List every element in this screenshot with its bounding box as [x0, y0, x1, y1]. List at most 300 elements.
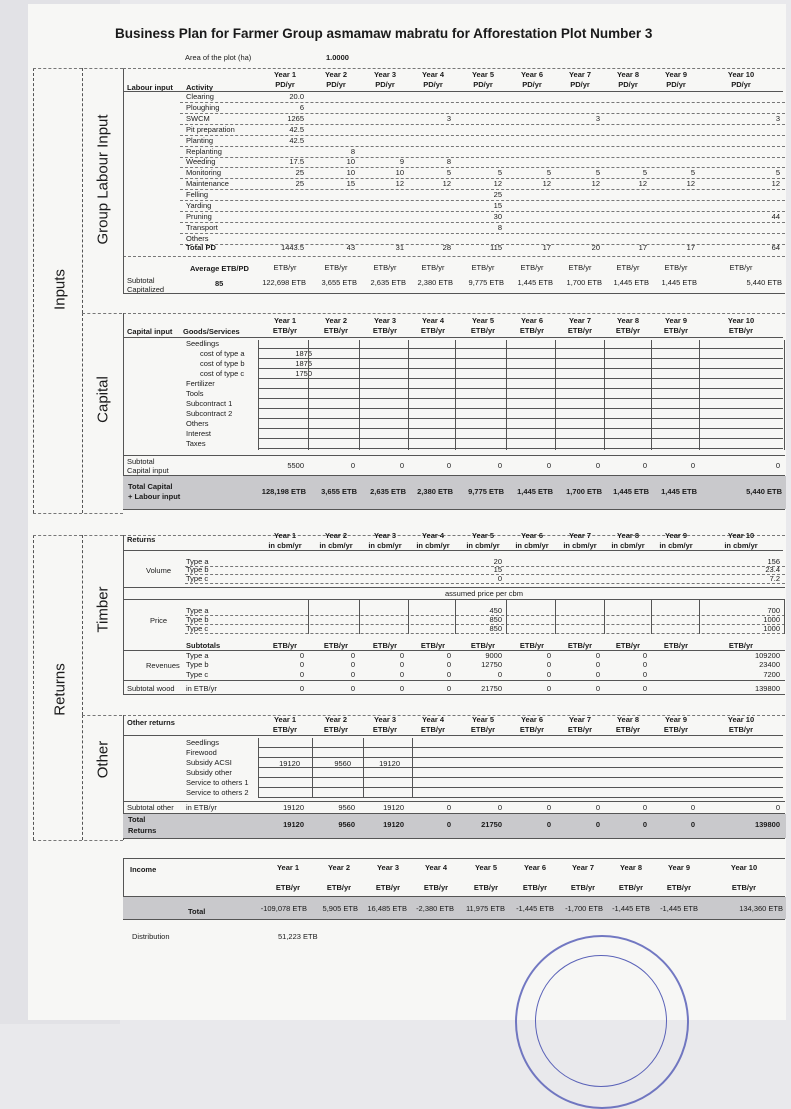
total-returns: 19120 [383, 820, 404, 829]
total-returns-label2: Returns [128, 826, 157, 835]
capital-subtotal: 0 [399, 461, 404, 470]
timber-revenue: 12750 [481, 660, 502, 669]
timber-revenue: 0 [546, 670, 551, 679]
labour-subtotal: 1,445 ETB [661, 278, 697, 287]
income-year-3: Year 3 [376, 863, 400, 872]
rule-line [123, 455, 785, 456]
capital-unit-9: ETB/yr [663, 326, 689, 335]
rule-line [123, 735, 783, 736]
timber-subtotal-wood: 0 [299, 684, 304, 693]
income-year-8: Year 8 [619, 863, 643, 872]
labour-etb-unit: ETB/yr [273, 263, 297, 272]
timber-price-y5: 850 [489, 624, 502, 633]
column-line [784, 600, 785, 634]
capital-unit-3: ETB/yr [372, 326, 398, 335]
income-year-9: Year 9 [667, 863, 691, 872]
capital-subtotal: 0 [595, 461, 600, 470]
rule-line [123, 337, 783, 338]
timber-revenue: 0 [642, 660, 647, 669]
labour-value: 12 [686, 179, 695, 189]
timber-year-5: Year 5 [471, 531, 495, 540]
timber-unit-6: in cbm/yr [515, 541, 549, 550]
labour-value: 5 [642, 168, 647, 178]
labour-value: 10 [346, 168, 355, 178]
column-line [359, 340, 360, 450]
column-line [651, 600, 652, 634]
timber-unit-1: in cbm/yr [268, 541, 302, 550]
capital-unit-8: ETB/yr [615, 326, 641, 335]
capital-item: Others [186, 419, 209, 428]
rule-line [258, 428, 783, 429]
labour-value: 5 [546, 168, 551, 178]
rule-line [258, 757, 783, 758]
column-line [506, 600, 507, 634]
column-line [555, 340, 556, 450]
timber-price-y5: 450 [489, 606, 502, 615]
assumed-price-note: assumed price per cbm [445, 589, 523, 598]
column-line [699, 340, 700, 450]
timber-unit-10: in cbm/yr [724, 541, 758, 550]
labour-total: 20 [591, 243, 600, 252]
timber-subtotal-wood: 0 [595, 684, 600, 693]
timber-etb-unit: ETB/yr [323, 641, 349, 650]
area-label: Area of the plot (ha) [185, 53, 252, 62]
labour-value: 5 [690, 168, 695, 178]
total-capital: 2,380 ETB [417, 487, 453, 496]
column-line [604, 340, 605, 450]
timber-unit-5: in cbm/yr [466, 541, 500, 550]
side-label-capital: Capital [94, 376, 112, 423]
income-total: 16,485 ETB [367, 904, 407, 913]
capital-subtotal: 0 [350, 461, 355, 470]
rule-line [123, 858, 785, 859]
income-unit-8: ETB/yr [618, 883, 644, 892]
labour-etb-unit: ETB/yr [616, 263, 640, 272]
total-capital: 2,635 ETB [370, 487, 406, 496]
labour-activity: Felling [186, 190, 209, 200]
timber-unit-2: in cbm/yr [319, 541, 353, 550]
rule-line [258, 348, 783, 349]
capital-item: cost of type a [200, 349, 245, 358]
capital-unit-7: ETB/yr [567, 326, 593, 335]
total-returns-label: Total [128, 815, 146, 824]
column-line [82, 313, 83, 513]
official-stamp-inner-ring [535, 955, 667, 1087]
timber-etb-unit: ETB/yr [615, 641, 641, 650]
rule-line [123, 313, 785, 314]
total-capital: 128,198 ETB [261, 487, 306, 496]
labour-value: 10 [346, 157, 355, 167]
other-unit-4: ETB/yr [420, 725, 446, 734]
timber-year-8: Year 8 [616, 531, 640, 540]
column-line [408, 340, 409, 450]
timber-revenue: 0 [595, 660, 600, 669]
capital-year-9: Year 9 [664, 316, 688, 325]
capital-year-4: Year 4 [421, 316, 445, 325]
income-year-7: Year 7 [571, 863, 595, 872]
column-line [308, 600, 309, 634]
rule-line [123, 680, 785, 681]
labour-value: 17.5 [289, 157, 304, 167]
labour-unit-9: PD/yr [666, 80, 686, 89]
capital-item: Tools [186, 389, 204, 398]
capital-subtotal-label2: Capital input [127, 466, 169, 475]
labour-etb-unit: ETB/yr [729, 263, 753, 272]
timber-revenue: 0 [446, 670, 451, 679]
labour-unit-7: PD/yr [570, 80, 590, 89]
other-subsidy-value: 19120 [279, 759, 300, 768]
rule-line [123, 256, 785, 257]
income-unit-10: ETB/yr [731, 883, 757, 892]
labour-year-7: Year 7 [568, 70, 592, 79]
timber-revenue: 0 [497, 670, 502, 679]
income-unit-7: ETB/yr [570, 883, 596, 892]
other-subtotal: 19120 [283, 803, 304, 812]
timber-revenue: 9000 [485, 651, 502, 660]
distribution-label: Distribution [132, 932, 170, 941]
labour-total: 28 [442, 243, 451, 252]
column-line [123, 535, 124, 695]
rule-line [185, 633, 785, 634]
column-line [258, 738, 259, 798]
other-subtotal: 0 [446, 803, 451, 812]
column-line [33, 535, 34, 840]
income-unit-5: ETB/yr [473, 883, 499, 892]
labour-subtotal: 1,700 ETB [566, 278, 602, 287]
labour-activity: Others [186, 233, 209, 243]
labour-total: 17 [686, 243, 695, 252]
income-header-left: Income [130, 865, 157, 874]
capital-subtotal: 0 [642, 461, 647, 470]
labour-total: 43 [346, 243, 355, 252]
column-line [312, 738, 313, 798]
timber-price-type: Type b [186, 615, 209, 624]
labour-value: 44 [771, 211, 780, 221]
timber-subtotal-wood: 0 [446, 684, 451, 693]
timber-subtotals-label: Subtotals [186, 641, 221, 650]
timber-revenue: 0 [446, 651, 451, 660]
labour-activity: Monitoring [186, 168, 222, 178]
income-total: 134,360 ETB [739, 904, 783, 913]
income-year-1: Year 1 [276, 863, 300, 872]
capital-subtotal: 0 [497, 461, 502, 470]
capital-unit-5: ETB/yr [470, 326, 496, 335]
other-subtotal-label: Subtotal other [127, 803, 174, 812]
rule-line [123, 838, 785, 839]
other-year-4: Year 4 [421, 715, 445, 724]
labour-capitalized-label: Capitalized [127, 285, 165, 294]
other-year-7: Year 7 [568, 715, 592, 724]
labour-value: 5 [595, 168, 600, 178]
labour-value: 42.5 [289, 124, 304, 134]
timber-unit-4: in cbm/yr [416, 541, 450, 550]
total-capital-label2: + Labour input [128, 492, 181, 501]
timber-year-7: Year 7 [568, 531, 592, 540]
other-unit-8: ETB/yr [615, 725, 641, 734]
timber-unit-7: in cbm/yr [563, 541, 597, 550]
side-label-timber: Timber [94, 586, 112, 633]
labour-unit-4: PD/yr [423, 80, 443, 89]
timber-subtotal-wood: 0 [350, 684, 355, 693]
capital-year1-value: 1875 [295, 349, 312, 358]
column-line [82, 715, 83, 840]
other-subtotal: 0 [642, 803, 647, 812]
column-line [455, 600, 456, 634]
avg-etb-label: Average ETB/PD [190, 264, 249, 273]
other-item: Subsidy other [186, 768, 232, 777]
labour-value: 3 [446, 113, 451, 123]
total-returns: 0 [595, 820, 600, 829]
labour-value: 3 [595, 113, 600, 123]
total-capital: 1,445 ETB [517, 487, 553, 496]
column-line [699, 600, 700, 634]
rule-line [123, 801, 785, 802]
labour-activity: SWCM [186, 113, 210, 123]
timber-volume-y5: 0 [497, 574, 502, 583]
capital-year-1: Year 1 [273, 316, 297, 325]
labour-total: 64 [771, 243, 780, 252]
column-line [506, 340, 507, 450]
labour-value: 1265 [287, 113, 304, 123]
timber-revenue: 0 [595, 670, 600, 679]
timber-volume-y10: 7.2 [769, 574, 780, 583]
labour-unit-5: PD/yr [473, 80, 493, 89]
timber-revenue: 0 [642, 670, 647, 679]
total-capital-label: Total Capital [128, 482, 173, 491]
income-total: -1,445 ETB [516, 904, 554, 913]
total-returns: 9560 [338, 820, 355, 829]
rule-line [123, 91, 783, 92]
income-unit-4: ETB/yr [423, 883, 449, 892]
income-unit-9: ETB/yr [666, 883, 692, 892]
income-year-6: Year 6 [523, 863, 547, 872]
avg-etb-value: 85 [215, 279, 224, 288]
labour-etb-unit: ETB/yr [471, 263, 495, 272]
timber-year-10: Year 10 [727, 531, 755, 540]
capital-unit-4: ETB/yr [420, 326, 446, 335]
labour-total-label: Total PD [186, 243, 216, 252]
labour-value: 5 [775, 168, 780, 178]
timber-etb-unit: ETB/yr [567, 641, 593, 650]
timber-volume-label: Volume [146, 566, 172, 575]
rule-line [258, 747, 783, 748]
timber-year-6: Year 6 [520, 531, 544, 540]
timber-revenue: 0 [546, 660, 551, 669]
labour-activity: Replanting [186, 146, 222, 156]
timber-subtotal-wood: 139800 [754, 684, 780, 693]
timber-etb-unit: ETB/yr [420, 641, 446, 650]
timber-revenue-type: Type c [186, 670, 209, 679]
capital-item: Subcontract 1 [186, 399, 233, 408]
rule-line [123, 694, 785, 695]
labour-value: 8 [446, 157, 451, 167]
labour-value: 25 [295, 168, 304, 178]
labour-activity: Clearing [186, 92, 214, 101]
income-total: -109,078 ETB [260, 904, 307, 913]
labour-subtotal: 1,445 ETB [613, 278, 649, 287]
column-line [555, 600, 556, 634]
timber-price-y10: 1000 [763, 624, 780, 633]
labour-subtotal: 5,440 ETB [746, 278, 782, 287]
labour-value: 12 [638, 179, 647, 189]
timber-subtotal-wood: 0 [399, 684, 404, 693]
labour-year-9: Year 9 [664, 70, 688, 79]
rule-line [258, 398, 783, 399]
labour-subtotal: 3,655 ETB [321, 278, 357, 287]
timber-revenue: 0 [350, 670, 355, 679]
labour-value: 12 [442, 179, 451, 189]
column-line [408, 600, 409, 634]
timber-revenues-label: Revenues [146, 661, 180, 670]
rule-line [33, 68, 123, 69]
income-unit-3: ETB/yr [375, 883, 401, 892]
other-year-3: Year 3 [373, 715, 397, 724]
rule-line [185, 583, 785, 584]
other-unit-9: ETB/yr [663, 725, 689, 734]
capital-header-goods: Goods/Services [183, 327, 240, 336]
timber-revenue: 0 [350, 660, 355, 669]
labour-value: 15 [346, 179, 355, 189]
labour-activity: Maintenance [186, 179, 229, 189]
timber-volume-y5: 20 [493, 557, 502, 566]
other-year-2: Year 2 [324, 715, 348, 724]
total-capital: 1,445 ETB [613, 487, 649, 496]
column-line [308, 340, 309, 450]
total-returns: 139800 [754, 820, 780, 829]
timber-revenue: 0 [642, 651, 647, 660]
timber-subtotal-wood: 0 [546, 684, 551, 693]
labour-value: 12 [493, 179, 502, 189]
labour-subtotal: 9,775 ETB [468, 278, 504, 287]
capital-item: Taxes [186, 439, 206, 448]
area-value: 1.0000 [326, 53, 349, 62]
capital-unit-1: ETB/yr [272, 326, 298, 335]
column-line [784, 340, 785, 450]
timber-revenue: 0 [446, 660, 451, 669]
timber-price-y10: 700 [767, 606, 780, 615]
income-unit-1: ETB/yr [275, 883, 301, 892]
labour-year-1: Year 1 [273, 70, 297, 79]
timber-price-y5: 850 [489, 615, 502, 624]
labour-value: 10 [395, 168, 404, 178]
labour-year-3: Year 3 [373, 70, 397, 79]
rule-line [123, 293, 785, 294]
page-title: Business Plan for Farmer Group asmamaw mabratu for Afforestation Plot Number 3 [115, 26, 653, 41]
capital-subtotal: 0 [775, 461, 780, 470]
total-returns: 0 [446, 820, 451, 829]
capital-item: Interest [186, 429, 212, 438]
labour-value: 12 [771, 179, 780, 189]
rule-line [123, 919, 785, 920]
other-year-5: Year 5 [471, 715, 495, 724]
total-capital: 1,445 ETB [661, 487, 697, 496]
labour-total: 17 [542, 243, 551, 252]
other-year-6: Year 6 [520, 715, 544, 724]
labour-etb-unit: ETB/yr [568, 263, 592, 272]
timber-unit-3: in cbm/yr [368, 541, 402, 550]
income-year-2: Year 2 [327, 863, 351, 872]
income-year-5: Year 5 [474, 863, 498, 872]
rule-line [258, 378, 783, 379]
other-subtotal-unit: in ETB/yr [186, 803, 217, 812]
labour-total: 115 [490, 243, 502, 252]
other-item: Service to others 1 [186, 778, 249, 787]
timber-volume-y10: 156 [767, 557, 780, 566]
timber-subtotal-wood-label: Subtotal wood [127, 684, 175, 693]
rule-line [258, 448, 783, 449]
other-year-8: Year 8 [616, 715, 640, 724]
other-item: Service to others 2 [186, 788, 249, 797]
labour-year-10: Year 10 [727, 70, 755, 79]
rule-line [258, 408, 783, 409]
capital-subtotal: 0 [690, 461, 695, 470]
total-capital: 3,655 ETB [321, 487, 357, 496]
other-unit-6: ETB/yr [519, 725, 545, 734]
timber-revenue: 0 [546, 651, 551, 660]
labour-header-left: Labour input [127, 83, 173, 92]
rule-line [33, 513, 123, 514]
capital-year-2: Year 2 [324, 316, 348, 325]
column-line [604, 600, 605, 634]
labour-subtotal: 122,698 ETB [262, 278, 306, 287]
income-unit-6: ETB/yr [522, 883, 548, 892]
timber-etb-unit: ETB/yr [519, 641, 545, 650]
labour-unit-2: PD/yr [326, 80, 346, 89]
labour-etb-unit: ETB/yr [664, 263, 688, 272]
timber-revenue: 7200 [763, 670, 780, 679]
total-returns: 21750 [481, 820, 502, 829]
timber-etb-unit: ETB/yr [728, 641, 754, 650]
labour-unit-8: PD/yr [618, 80, 638, 89]
timber-revenue: 0 [595, 651, 600, 660]
labour-activity: Planting [186, 135, 214, 145]
timber-revenue: 109200 [754, 651, 780, 660]
capital-subtotal-label: Subtotal [127, 457, 155, 466]
column-line [359, 600, 360, 634]
capital-subtotal: 5500 [287, 461, 304, 470]
other-year-1: Year 1 [273, 715, 297, 724]
timber-year-2: Year 2 [324, 531, 348, 540]
other-unit-3: ETB/yr [372, 725, 398, 734]
other-subtotal: 0 [775, 803, 780, 812]
other-unit-7: ETB/yr [567, 725, 593, 734]
timber-subtotal-wood: 0 [642, 684, 647, 693]
labour-year-5: Year 5 [471, 70, 495, 79]
timber-etb-unit: ETB/yr [470, 641, 496, 650]
capital-year-3: Year 3 [373, 316, 397, 325]
labour-etb-unit: ETB/yr [373, 263, 397, 272]
timber-revenue: 0 [299, 660, 304, 669]
timber-revenue: 23400 [759, 660, 780, 669]
capital-year-6: Year 6 [520, 316, 544, 325]
column-line [363, 738, 364, 798]
rule-line [258, 777, 783, 778]
timber-header-left: Returns [127, 535, 156, 544]
timber-etb-unit: ETB/yr [663, 641, 689, 650]
timber-revenue-type: Type a [186, 651, 209, 660]
timber-revenue: 0 [399, 670, 404, 679]
timber-price-label: Price [150, 616, 168, 625]
labour-unit-6: PD/yr [522, 80, 542, 89]
capital-item: cost of type b [200, 359, 245, 368]
other-subtotal: 9560 [338, 803, 355, 812]
timber-unit-9: in cbm/yr [659, 541, 693, 550]
total-returns: 0 [546, 820, 551, 829]
timber-unit-8: in cbm/yr [611, 541, 645, 550]
total-returns: 0 [690, 820, 695, 829]
labour-activity: Pruning [186, 211, 212, 221]
capital-year-5: Year 5 [471, 316, 495, 325]
